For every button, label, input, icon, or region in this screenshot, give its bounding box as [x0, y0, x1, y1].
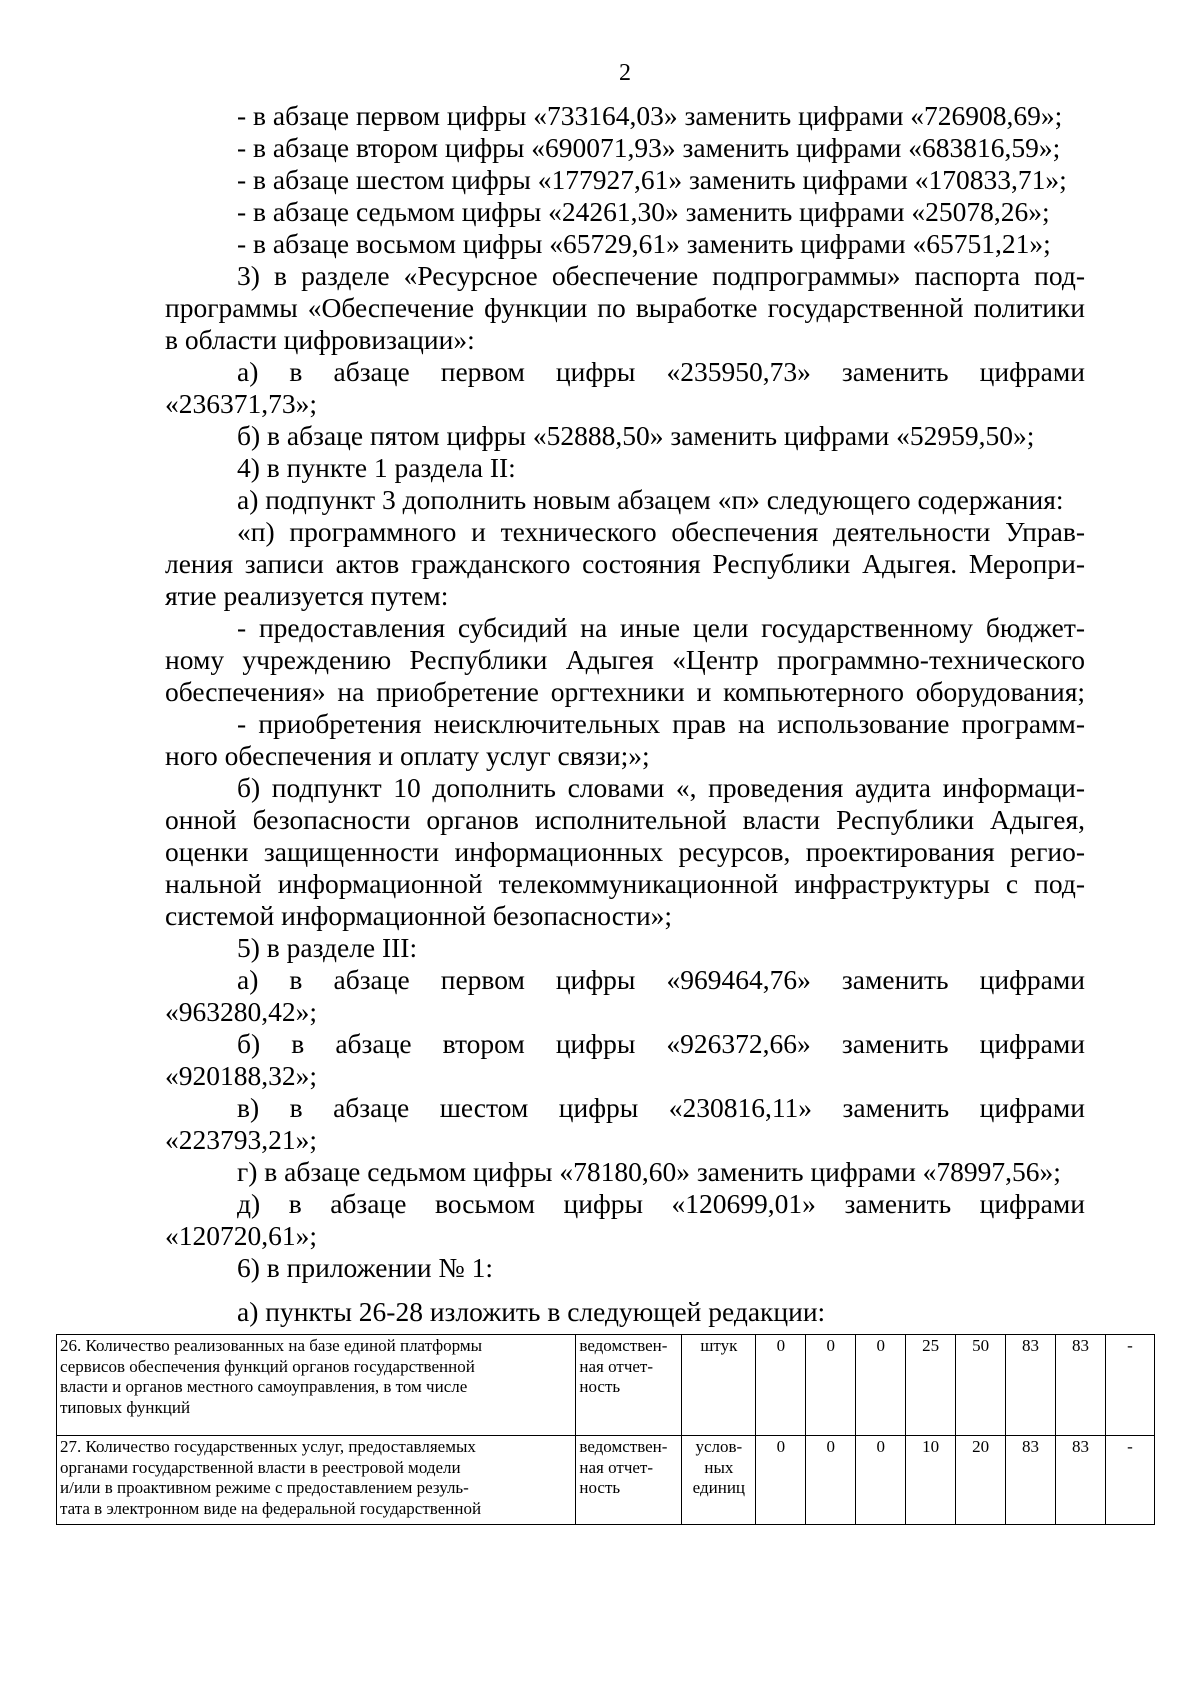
text-line: а) в абзаце первом цифры «969464,76» заменить цифрами [237, 964, 1085, 995]
text-line: в) в абзаце шестом цифры «230816,11» заменить цифрами [237, 1092, 1085, 1123]
source-cell: ведомствен- ная отчет- ность [576, 1335, 682, 1436]
text-line: ному учреждению Республики Адыгея «Центр программно-технического [165, 644, 1085, 675]
value-cell: 50 [956, 1335, 1006, 1436]
text-line: «п) программного и технического обеспечения деятельности Управ- [237, 516, 1085, 547]
text-line: а) пункты 26-28 изложить в следующей редакции: [237, 1296, 826, 1327]
value-cell: 83 [1006, 1436, 1056, 1525]
source-cell: ведомствен- ная отчет- ность [576, 1436, 682, 1525]
value-cell: 0 [756, 1335, 806, 1436]
unit-cell: штук [682, 1335, 756, 1436]
text-line: - в абзаце первом цифры «733164,03» заменить цифрами «726908,69»; [237, 100, 1063, 131]
text-line: - предоставления субсидий на иные цели государственному бюджет- [237, 612, 1085, 643]
text-line: «223793,21»; [165, 1124, 318, 1155]
value-cell: 0 [806, 1335, 856, 1436]
value-cell: 83 [1056, 1335, 1106, 1436]
text-line: б) в абзаце пятом цифры «52888,50» заменить цифрами «52959,50»; [237, 420, 1035, 451]
value-cell: 10 [906, 1436, 956, 1525]
text-line: программы «Обеспечение функции по выработке государственной политики [165, 292, 1085, 323]
value-cell: 83 [1006, 1335, 1056, 1436]
text-line: онной безопасности органов исполнительной власти Республики Адыгея, [165, 804, 1085, 835]
text-line: д) в абзаце восьмом цифры «120699,01» заменить цифрами [237, 1188, 1085, 1219]
text-line: системой информационной безопасности»; [165, 900, 673, 931]
text-line: ления записи актов гражданского состояния Республики Адыгея. Меропри- [165, 548, 1085, 579]
value-cell: - [1105, 1335, 1154, 1436]
value-cell: 0 [806, 1436, 856, 1525]
indicator-name-cell: 27. Количество государственных услуг, предоставляемых органами государственной власти в реестровой модели и/или в проактивном режиме с предоставлением резуль- тата в электронном виде на федеральной государственной [57, 1436, 576, 1525]
indicator-name-cell: 26. Количество реализованных на базе единой платформы сервисов обеспечения функций органов государственной власти и органов местного самоуправления, в том числе типовых функций [57, 1335, 576, 1436]
text-line: а) подпункт 3 дополнить новым абзацем «п» следующего содержания: [237, 484, 1064, 515]
text-line: б) подпункт 10 дополнить словами «, проведения аудита информаци- [237, 772, 1085, 803]
value-cell: 0 [856, 1335, 906, 1436]
text-line: оценки защищенности информационных ресурсов, проектирования регио- [165, 836, 1085, 867]
text-line: - приобретения неисключительных прав на использование программ- [237, 708, 1085, 739]
value-cell: 20 [956, 1436, 1006, 1525]
value-cell: 83 [1056, 1436, 1106, 1525]
text-line: 4) в пункте 1 раздела II: [237, 452, 516, 483]
text-line: а) в абзаце первом цифры «235950,73» заменить цифрами [237, 356, 1085, 387]
text-line: б) в абзаце втором цифры «926372,66» заменить цифрами [237, 1028, 1085, 1059]
text-line: ятие реализуется путем: [165, 580, 449, 611]
text-line: - в абзаце втором цифры «690071,93» заменить цифрами «683816,59»; [237, 132, 1061, 163]
text-line: - в абзаце шестом цифры «177927,61» заменить цифрами «170833,71»; [237, 164, 1067, 195]
text-line: «920188,32»; [165, 1060, 318, 1091]
text-line: - в абзаце седьмом цифры «24261,30» заменить цифрами «25078,26»; [237, 196, 1050, 227]
text-line: в области цифровизации»: [165, 324, 475, 355]
text-line: «120720,61»; [165, 1220, 318, 1251]
text-line: ного обеспечения и оплату услуг связи;»; [165, 740, 650, 771]
text-line: нальной информационной телекоммуникационной инфраструктуры с под- [165, 868, 1085, 899]
text-line: г) в абзаце седьмом цифры «78180,60» заменить цифрами «78997,56»; [237, 1156, 1061, 1187]
text-line: «236371,73»; [165, 388, 318, 419]
text-line: 3) в разделе «Ресурсное обеспечение подпрограммы» паспорта под- [237, 260, 1085, 291]
table-row [57, 1436, 1155, 1525]
table-row [57, 1335, 1155, 1436]
text-line: «963280,42»; [165, 996, 318, 1027]
text-line: 5) в разделе III: [237, 932, 418, 963]
page-number: 2 [619, 60, 631, 86]
value-cell: - [1105, 1436, 1154, 1525]
text-line: 6) в приложении № 1: [237, 1252, 493, 1283]
value-cell: 0 [756, 1436, 806, 1525]
value-cell: 25 [906, 1335, 956, 1436]
text-line: - в абзаце восьмом цифры «65729,61» заменить цифрами «65751,21»; [237, 228, 1051, 259]
indicators-table [56, 1334, 1155, 1525]
value-cell: 0 [856, 1436, 906, 1525]
unit-cell: услов- ных единиц [682, 1436, 756, 1525]
text-line: обеспечения» на приобретение оргтехники и компьютерного оборудования; [165, 676, 1085, 707]
